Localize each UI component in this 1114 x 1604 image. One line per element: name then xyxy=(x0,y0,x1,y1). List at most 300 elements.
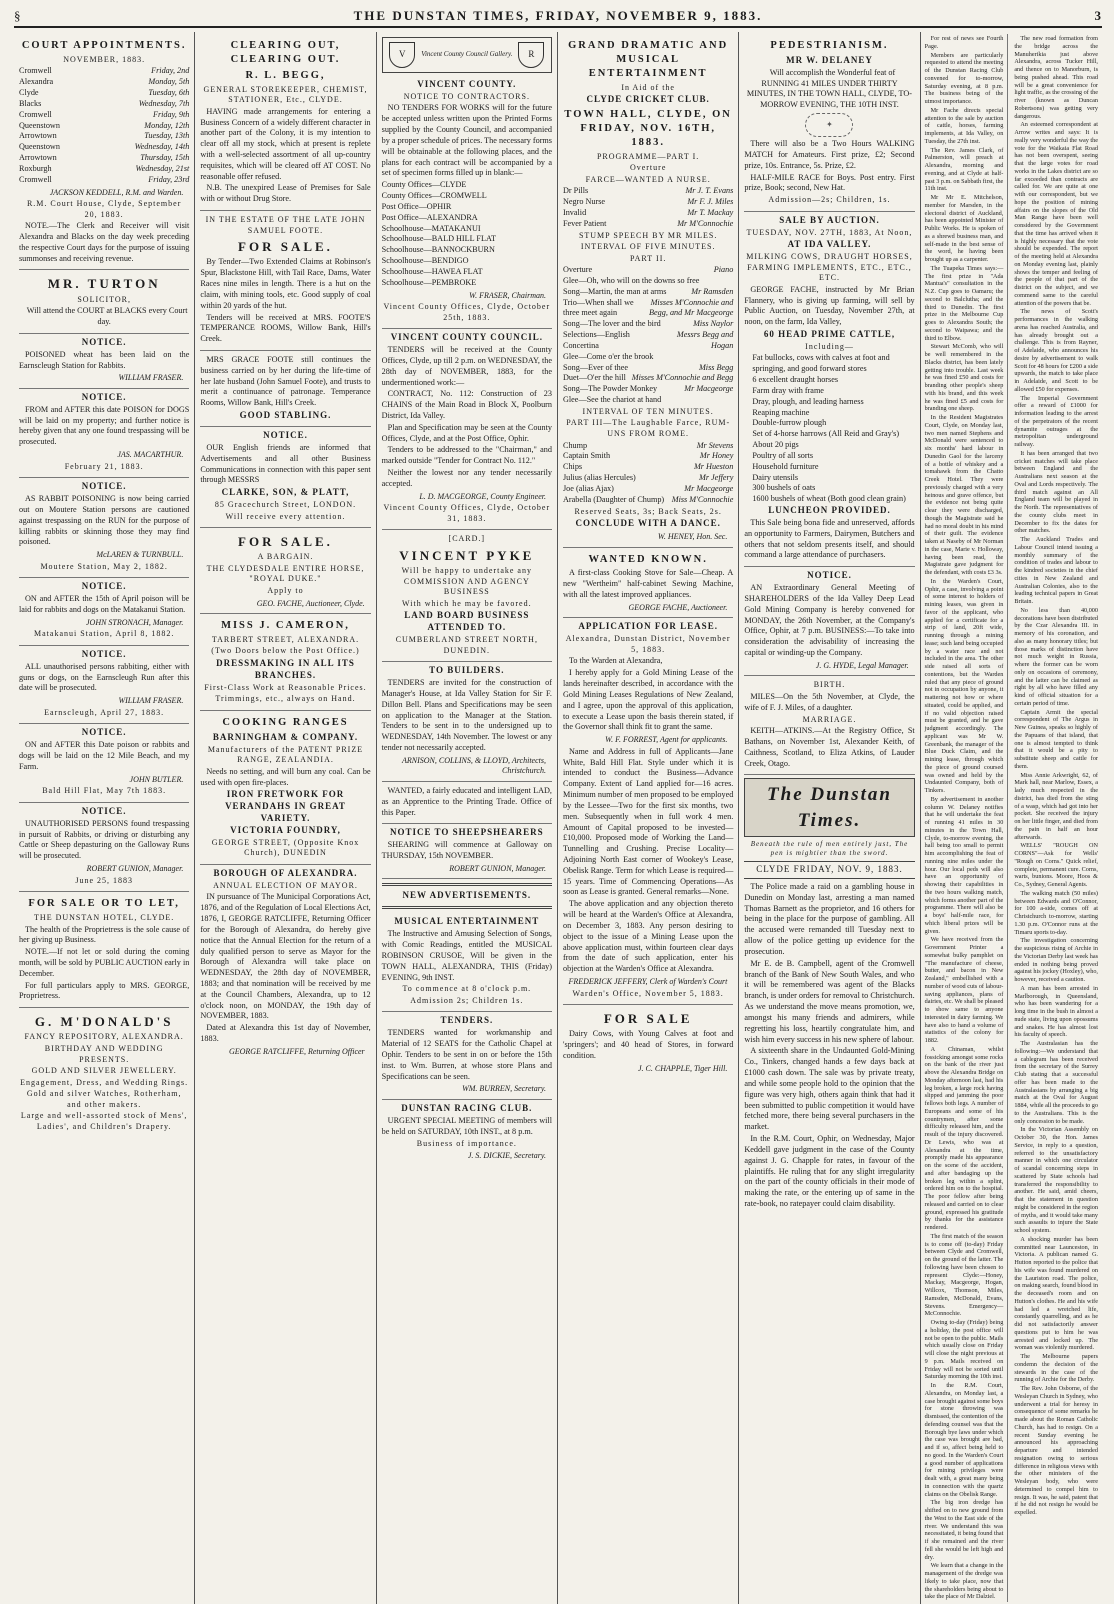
bargain-ad xyxy=(200,528,370,614)
notice-6-date: Bald Hill Flat, May 7th 1883. xyxy=(42,786,167,796)
ped-name: MR W. DELANEY xyxy=(786,54,873,65)
lease-hearing: The above application and any objection thereto will be heard at the Warden's Office at Alexandra, on December 3, 1883. Any person desiring to object to the issue of a Mining Lease upon the above application must, within fourteen clear days from the date of such application, enter his objection at the Warden's Office at Alexandra. xyxy=(562,899,734,974)
crest-right-icon: R xyxy=(518,42,544,68)
ped-admission: Admission—2s; Children, 1s. xyxy=(768,195,891,205)
list-item-label: Captain Smith xyxy=(562,451,611,461)
list-item-label: Song—The lover and the bird xyxy=(562,319,661,329)
list-item-value: Mr Ramsden xyxy=(691,286,734,296)
list-item-label: Invalid xyxy=(562,207,587,217)
forsale-body: By Tender—Two Extended Claims at Robinson's Spur, Blackstone Hill, with Tail Race, Dams, Water Races nine miles in length. There is a hut on the claim, with mining tools, etc. Good supply of coal within 20 yards of the hut. xyxy=(200,257,371,310)
sale-body: GEORGE FACHE, instructed by Mr Brian Flannery, who is giving up farming, will sell by Public Auction, on Tuesday, November 27th, at noon, on the farm, Ida Valley, xyxy=(744,284,915,327)
news-item: The first match of the season is to come off (to-day) Friday between Clyde and Cromwell, on the ground of the latter. The following have been chosen to represent Clyde:—Honey, Mackay, Macgeorge, Hogan, Willcox, Thomson, Miles, Ramsden, McDonald, Evans, Stevens. Emergency—McConnochie. xyxy=(924,1232,1004,1318)
gd-overture: Overture xyxy=(629,163,667,173)
news-item: An esteemed correspondent at Arrow writes and says: It is really very wonderful the way the vote for the Waikaia Flat Road has not been overspent, seeing that the large votes for road works in the Lakes district are so far exceeded than contracts are called for. We are quite at one with our correspondent, but we hope the position of mining affairs on the slopes of the Old Man Range have been well considered by the Government that the time has arrived when it is highly necessary that the vote should be expended. The report of the meeting held at Alexandra on Monday evening last, plainly shows the temper and feeling of the people of that part of the district on the subject, and we commend same to the careful attention of the powers that be. xyxy=(1014,121,1098,307)
list-item-label: Glee—See the chariot at hand xyxy=(562,395,662,405)
forsale-note: Tenders will be received at MRS. FOOTE'S TEMPERANCE ROOMS, Willow Bank, Hill's Creek. xyxy=(200,312,371,344)
list-item-label: Arrowtown xyxy=(19,131,57,141)
list-item-label: Duet—O'er the hill xyxy=(562,373,626,383)
list-item-label: Schoolhouse—BENDIGO xyxy=(381,256,469,266)
column-2 xyxy=(195,32,376,1604)
wk-title: WANTED KNOWN. xyxy=(588,553,708,565)
vcc-plans: Plan and Specification may be seen at the County Offices, Clyde, and at the Post Office, Ophir. xyxy=(381,422,552,443)
notice-2-date: February 21, 1883. xyxy=(64,461,144,471)
news-item: The Melbourne papers condemn the decision of the stewards in the case of the running of Archie for the Derby. xyxy=(1014,1353,1098,1384)
court-sig: JACKSON KEDDELL, R.M. and Warden. xyxy=(49,187,184,197)
notice-4-body: ON and AFTER the 15th of April poison will be laid for rabbits and dogs on the Matakanui Station. xyxy=(19,594,190,614)
sale-including: Including— xyxy=(805,341,854,351)
shareholders-notice xyxy=(744,567,914,676)
begg-sub: GENERAL STOREKEEPER, CHEMIST, STATIONER, Etc., CLYDE. xyxy=(203,84,368,105)
list-item-label: Blacks xyxy=(19,98,42,108)
racing-ad xyxy=(382,1100,552,1166)
gd-cast1 xyxy=(563,186,733,229)
list-item xyxy=(19,175,189,186)
cameron-addr: (Two Doors below the Post Office.) xyxy=(211,646,360,656)
cameron-body: First-Class Work at Reasonable Prices. xyxy=(204,682,367,692)
list-item xyxy=(563,462,733,473)
fs-sig: J. C. CHAPPLE, Tiger Hill. xyxy=(637,1063,728,1073)
gd-seats: Reserved Seats, 3s; Back Seats, 2s. xyxy=(574,506,722,516)
list-item-label: Glee—Come o'er the brook xyxy=(562,351,654,361)
lease-body: I hereby apply for a Gold Mining Lease of the lands hereinafter described, in accordance with the Gold Mining Leases Regulations of New Zealand, and I agree, upon the approval of this application, to execute a Lease upon the basis therein stated, if the Governor shall think fit to grant the same. xyxy=(562,668,734,732)
list-item-label: Post Office—ALEXANDRA xyxy=(381,212,478,222)
notice-5 xyxy=(19,646,189,724)
list-item-value: Miss Begg xyxy=(698,362,734,372)
list-item xyxy=(382,202,552,213)
court-appointments xyxy=(19,34,189,270)
notice-2 xyxy=(19,389,189,478)
news-left xyxy=(925,34,1009,1602)
notice-6 xyxy=(19,724,189,802)
list-item xyxy=(752,462,914,473)
shareholders-body: AN Extraordinary General Meeting of SHAREHOLDERS of the Ida Valley Deep Lead Gold Mining Company is hereby convened for MONDAY, the 26th November, at the Company's Office, Ophir, at 7 p.m. BUSINESS:—To take into consideration the advisability of increasing the capital or winding-up the Company. xyxy=(744,583,915,658)
gd-title: GRAND DRAMATIC AND MUSICAL ENTERTAINMENT xyxy=(568,40,729,79)
list-item-label: Household furniture xyxy=(752,461,819,471)
mcdonald-sub: FANCY REPOSITORY, ALEXANDRA. xyxy=(24,1032,184,1042)
shareholders-title: NOTICE. xyxy=(807,570,852,581)
news-item: Captain Armit the special correspondent of The Argus in New Guinea, speaks so highly of the Papuans of that island, that one is almost tempted to think that it would be a pity to substitute sheep and cattle for them. xyxy=(1014,708,1098,770)
news-item: The Imperial Government offer a reward of £1000 for information leading to the arrest of the perpetrators of the recent dynamite outrages at the metropolitan underground railway. xyxy=(1014,394,1098,448)
gd-club: CLYDE CRICKET CLUB. xyxy=(586,94,710,105)
news-item: A Chinaman, whilst fossicking amongst some rocks on the bank of the river just above the Alexandra Bridge on Monday afternoon last, had his leg broken, a large rock having slipped and jamming the poor fellows both legs. A number of Europeans and some of his countrymen, after some difficulty released him, and the result of the injury discovered. Dr Lewis, who was at Alexandra at the time, promptly made his appearance on the scene of the accident, and after bandaging up the broken leg within a splint, ordered him on to the hospital. The poor fellow after being released and carried on to clear ground, expressed his gratitude by thanks for the assistance rendered. xyxy=(924,1045,1004,1231)
cooking-firm: BARNINGHAM & COMPANY. xyxy=(212,731,359,742)
list-item xyxy=(563,330,733,352)
list-item-value: Wednesday, 14th xyxy=(134,142,190,152)
news-item: Members are particularly requested to attend the meeting of the Dunstan Racing Club convened for to-morrow, Saturday evening, at 8 p.m. The business being of the utmost importance. xyxy=(924,51,1004,105)
list-item-label: Arabella (Daughter of Chump) xyxy=(562,494,665,504)
masthead-mark: § xyxy=(14,8,22,23)
list-item-value: Mr Honey xyxy=(699,451,734,461)
vcc-ad xyxy=(382,329,552,530)
mcdonald-line-1: BIRTHDAY AND WEDDING PRESENTS. xyxy=(44,1044,164,1064)
pyke-title: VINCENT PYKE xyxy=(399,547,535,563)
list-item xyxy=(752,473,914,484)
court-title: COURT APPOINTMENTS. xyxy=(21,40,187,51)
pyke-sub: With which he may be favored. xyxy=(402,598,532,608)
vc-sig: W. FRASER, Chairman. xyxy=(469,290,546,300)
news-item: The Tuapeka Times says:—The first prize in "Ada Mantua's" consultation in the N.Z. Cup goes to Oamaru; the second to Balclutha; and the third to Dunedin. The first prize in the Melbourne Cup goes to Alexandra South; the second to Waipawa; and the third to Elbow. xyxy=(924,264,1004,342)
hotel-title: FOR SALE OR TO LET, xyxy=(28,898,180,910)
list-item xyxy=(752,494,914,505)
notice-4-title: NOTICE. xyxy=(81,581,127,592)
list-item-value: Monday, 12th xyxy=(144,120,190,130)
borough-ad xyxy=(200,865,370,1062)
list-item-label: Queenstown xyxy=(19,142,60,152)
list-item xyxy=(752,451,914,462)
pyke-land: LAND BOARD BUSINESS ATTENDED TO. xyxy=(404,610,530,633)
notice-2-body: FROM and AFTER this date POISON for DOGS will be laid on my property; and further notice is hereby given that any one found trespassing will be prosecuted. xyxy=(19,404,190,447)
list-item xyxy=(752,353,914,375)
hotel-ad xyxy=(19,892,189,1008)
clarke-note: Will receive every attention. xyxy=(225,511,346,521)
list-item-label: Song—Martin, the man at arms xyxy=(562,286,667,296)
notice-4-date: Matakanui Station, April 8, 1882. xyxy=(34,629,175,639)
news-item: In the Warden's Court, Ophir, a case, involving a point of some interest to holders of mining leases, was given in favor of the applicant, who applied for a certificate for a strip of land, 20ft wide, running through a mining lease; such land being occupied by a water race and not included in the area. The other side raised all sorts of contentions, but the Warden ruled that any piece of ground not in occupation by anyone, it mattering not how or where situated, could be applied, and if no valid objection raised must be granted, and he gave judgment accordingly. The applicant was Mr W. Greenbank, the manager of the Blue Duck Claim, and the mining lease, through which the piece of ground coursed was owned and held by the Undaunted Company, both of Tinkers. xyxy=(924,577,1004,794)
list-item-value: Friday, 9th xyxy=(152,109,190,119)
list-item-label: Song—Ever of thee xyxy=(562,362,629,372)
ped-race: HALF-MILE RACE for Boys. Post entry. First prize, Book; second, New Hat. xyxy=(744,172,915,193)
list-item xyxy=(563,473,733,484)
list-item-value: Wednesday, 21st xyxy=(135,163,190,173)
notice-1-title: NOTICE. xyxy=(81,336,127,347)
notice-6-title: NOTICE. xyxy=(81,727,127,738)
stabling: GOOD STABLING. xyxy=(239,410,332,421)
news-item: Mr Mr E. Mitchelson, member for Marsden, in the electoral district of Auckland, has been appointed Minister of Public Works. He is spoken of as a shrewd business man, and self-made in the best sense of the word, he having been brought up as a carpenter. xyxy=(924,194,1004,263)
borough-title: BOROUGH OF ALEXANDRA. xyxy=(213,867,358,878)
list-item-label: Glee—Oh, who will on the downs so free xyxy=(562,276,700,285)
list-item xyxy=(563,384,733,395)
turton-sub: SOLICITOR, xyxy=(77,294,131,304)
list-item-label: County Offices—CROMWELL xyxy=(381,191,487,201)
sheep-ad xyxy=(382,824,552,879)
list-item xyxy=(752,386,914,397)
vcc-sig: L. D. MACGEORGE, County Engineer. xyxy=(419,491,546,501)
ink-stamp-icon: ✦ xyxy=(805,113,853,137)
builders-ad xyxy=(382,662,552,782)
vc-sub: NOTICE TO CONTRACTORS. xyxy=(403,91,530,101)
wanted-lad-body: WANTED, a fairly educated and intelligent LAD, as an Apprentice to the Printing Trade. Office of this Paper. xyxy=(381,785,552,817)
column-5 xyxy=(739,32,920,1604)
marriage-body: KEITH—ATKINS.—At the Registry Office, St Bathans, on November 1st, Alexander Keith, of Caithness, Scotland, to Eliza Atkins, of Lauder Creek, Otago. xyxy=(744,726,915,768)
gd-farce: FARCE—WANTED A NURSE. xyxy=(585,174,711,184)
racing-body: URGENT SPECIAL MEETING of members will be held on SATURDAY, 10th INST., at 8 p.m. xyxy=(381,1115,552,1136)
list-item-label: 1600 bushels of wheat (Both good clean grain) xyxy=(752,494,906,504)
forsale-title: FOR SALE. xyxy=(238,239,333,255)
tenders-body: TENDERS wanted for workmanship and Material of 12 SEATS for the Catholic Chapel at Ophir. Tenders to be sent in on or before the 15th inst. to Wm. Burren, at whose store Plans and Specifications can be seen. xyxy=(381,1028,552,1081)
list-item-label: Julius (alias Hercules) xyxy=(562,473,636,483)
lease-office: Warden's Office, November 5, 1883. xyxy=(572,988,724,998)
wanted-lad-ad xyxy=(382,782,552,824)
list-item xyxy=(563,208,733,219)
list-item-label: Roxburgh xyxy=(19,163,52,173)
list-item-label: Dray, plough, and leading harness xyxy=(752,396,864,406)
list-item xyxy=(563,298,733,320)
list-item-value: Tuesday, 13th xyxy=(144,131,190,141)
notice-4-sig: JOHN STRONACH, Manager. xyxy=(85,617,184,627)
news-item: In the R.M. Court, Alexandra, on Monday last, a case brought against some boys for stone throwing was dismissed, the contention of the defending counsel was that the Borough bye laws under which the case was brought are bad, and if so, affect being held to no good. In the Warden's Court a good number of applications for mining privileges were dealt with, a great many being in connection with the quartz claims on the Obelisk Range. xyxy=(924,1382,1004,1498)
vincent-county-ad xyxy=(382,76,552,329)
list-item xyxy=(382,180,552,191)
gd-items2 xyxy=(563,265,733,406)
list-item xyxy=(382,191,552,202)
notice-6-sig: JOHN BUTLER. xyxy=(129,774,184,784)
list-item-label: Arrowtown xyxy=(19,153,57,163)
vcc-note: Neither the lowest nor any tender necessarily accepted. xyxy=(381,468,552,488)
notice-4 xyxy=(19,578,189,646)
list-item xyxy=(19,131,189,142)
list-item-label: Post Office—OPHIR xyxy=(381,201,452,211)
turton-body: Will attend the COURT at BLACKS every Court day. xyxy=(26,306,188,326)
news-item: By advertisement in another column W. Delaney notifies that he will undertake the feat of running 41 miles in 30 minutes in the Town Hall, Clyde, to-morrow evening, the hall being too small to permit him accomplishing the feat of running nine miles under the hour. Our local peds will also have an opportunity of showing their capabilities in the two hours walking match, which forms another part of the programme. There will also be a boys' half-mile race, for which liberal prizes will be given. xyxy=(924,795,1004,935)
list-item xyxy=(563,219,733,230)
list-item-label: Schoolhouse—MATAKANUI xyxy=(381,223,481,233)
list-item-value: Friday, 2nd xyxy=(151,66,190,76)
list-item xyxy=(563,319,733,330)
column-4 xyxy=(558,32,739,1604)
news-item: The Rev. John Osborne, of the Wesleyan Church in Sydney, who underwent a trial for heresy in consequence of some remarks he made about the Roman Catholic Church, has had to resign. On a recent Sunday evening he announced his approaching departure and intended resignation owing to serious difference in religious views with the other ministers of the Wesleyan body, who were determined to compel him to resign. It was, he said, patent that if he did not resign he would be expelled. xyxy=(1014,1385,1098,1516)
list-item-label: Double-furrow plough xyxy=(752,418,827,428)
list-item xyxy=(563,441,733,452)
lease-to: To the Warden at Alexandra, xyxy=(568,656,663,666)
list-item xyxy=(19,66,189,77)
cameron-ad xyxy=(200,614,370,711)
sheep-body: SHEARING will commence at Galloway on THURSDAY, 15th NOVEMBER. xyxy=(381,840,552,861)
court-list xyxy=(19,66,189,185)
hotel-name: THE DUNSTAN HOTEL, CLYDE. xyxy=(34,912,175,922)
borough-sig: GEORGE RATCLIFFE, Returning Officer xyxy=(228,1046,365,1056)
list-item-value: Thursday, 15th xyxy=(140,153,190,163)
lease-place: Alexandra, Dunstan District, November 5, 1883. xyxy=(565,634,731,654)
news-item: Miss Annie Arkwright, 62, of Mark hall, near Marlow, Essex, a lady much respected in the district, has died from the sting of a wasp, which had got into her pocket. She received the injury on her little finger, and died from the pain in half an hour afterwards. xyxy=(1014,771,1098,841)
editorial-dateline: CLYDE FRIDAY, NOV. 9, 1883. xyxy=(744,861,914,879)
ped-body: Will accomplish the Wonderful feat of RUNNING 41 MILES UNDER THIRTY MINUTES, IN THE TOWN HALL, CLYDE, TO-MORROW EVENING, THE 10TH INST. xyxy=(746,67,913,110)
mcdonald-ad xyxy=(19,1008,189,1137)
pyke-body: Will be happy to undertake any COMMISSION AND AGENCY BUSINESS xyxy=(401,566,532,597)
list-item-value: Miss M'Connochie xyxy=(671,494,734,504)
columns xyxy=(14,32,1102,1601)
list-item-label: Song—The Powder Monkey xyxy=(562,384,658,394)
news-item: Owing to-day (Friday) being a holiday, the post office will not be open to the public. Mails which usually close on Friday will close the night previous at 9 p.m. Mails received on Friday will not be sorted until Saturday morning the 10th inst. xyxy=(924,1319,1004,1381)
news-item: No less than 40,000 decorations have been distributed by the Czar Alexandra III. in memory of his coronation, and also as many honorary titles; but those marks of distinction have not much weight in Russia, where the former can be worn only on occasions of ceremony, and the latter can be claimed as right by all who have filled any kind of official situation for a certain period of time. xyxy=(1014,606,1098,707)
news-item: Mr Fache directs special attention to the sale by auction of cattle, horses, farming implements, at Ida Valley, on Tuesday, the 27th inst. xyxy=(924,106,1004,145)
bargain-body: THE CLYDESDALE ENTIRE HORSE, "ROYAL DUKE." xyxy=(206,563,365,584)
mcdonald-line-3: Engagement, Dress, and Wedding Rings. xyxy=(20,1077,189,1087)
fs-title: FOR SALE xyxy=(603,1011,693,1027)
list-item xyxy=(19,99,189,110)
begg-name: R. L. BEGG, xyxy=(245,69,326,81)
bargain-apply: Apply to xyxy=(267,585,304,595)
clarke-name: CLARKE, SON, & PLATT, xyxy=(221,487,350,498)
vc-date: Vincent County Offices, Clyde, October 25th, 1883. xyxy=(383,302,551,322)
cameron-title: MISS J. CAMERON, xyxy=(221,620,350,632)
gd-sig: W. HENEY, Hon. Sec. xyxy=(657,531,728,541)
court-month: NOVEMBER, 1883. xyxy=(63,54,146,64)
news-item: In the Victorian Assembly on October 30, the Hon. James Service, in reply to a question, referred to the unsatisfactory manner in which one circulator of scandal concerning steps in scattered by State schools had transferred the responsibility to another. He said, amid cheers, that the statement in question might be considered in the region of myths, and it would take many such assaults to injure the State school system. xyxy=(1014,1126,1098,1234)
lease-ad xyxy=(563,618,733,1005)
list-item-label: Schoolhouse—BALD HILL FLAT xyxy=(381,234,496,244)
news-item: WELLS' "ROUGH ON CORNS"—Ask for Wells' "Rough on Corns." Quick relief, complete, permanent cure. Corns, warts, bunions. Moore, Hoos & Co., Sydney, General Agents. xyxy=(1014,842,1098,888)
news-item: The Australasian has the following:—We understand that a cablegram has been received from the secretary of the Surrey Club stating that a successful offer has been made to the Australasians by arranging a big match at the Oval for August 1884, while all the proceeds to go to the Australians. This is the only concession to be made. xyxy=(1014,1040,1098,1125)
list-item-value: Mr Hueston xyxy=(693,462,734,472)
news-item: For rest of news see Fourth Page. xyxy=(924,35,1004,50)
notice-3-date: Moutere Station, May 2, 1882. xyxy=(40,561,168,571)
iron-title: IRON FRETWORK FOR VERANDAHS IN GREAT VARIETY. xyxy=(225,789,346,824)
paper-nameplate: The Dunstan Times. xyxy=(744,778,914,836)
list-item-value: Mr T. Mackay xyxy=(687,207,734,217)
list-item-label: Schoolhouse—BANNOCKBURN xyxy=(381,245,495,255)
builders-body: TENDERS are invited for the construction of Manager's House, at Ida Valley Station for Sir F. Dillon Bell. Plans and Specifications may be seen on application to the Manager at the Station. Tenders to be sent in to the undersigned up to WEDNESDAY, 14th November. The lowest or any tender not necessarily accepted. xyxy=(381,678,552,752)
column-3 xyxy=(377,32,558,1604)
gd-dance: CONCLUDE WITH A DANCE. xyxy=(575,518,721,529)
fs-body: Dairy Cows, with Young Calves at foot and 'springers'; and 40 head of Stores, in forward condition. xyxy=(562,1029,734,1061)
begg-ad xyxy=(200,34,370,211)
vcc-contract: CONTRACT, No. 112: Construction of 23 CHAINS of the Main Road in Block X, Poolburn District, Ida Valley. xyxy=(381,389,552,420)
news-item: The walking match (50 miles) between Edwards and O'Connor, for 100 a-side, comes off at Christchurch to-morrow, starting 1.30 p.m. O'Connor runs at the Timaru sports to-day. xyxy=(1014,889,1098,936)
musical-body: The Instructive and Amusing Selection of Songs, with Comic Readings, entitled the MUSICAL ROBINSON CRUSOE, Will be given in the TOWN HALL, ALEXANDRA, THIS (Friday) EVENING, 9th INST. xyxy=(381,929,552,982)
auction-ad xyxy=(744,212,914,567)
list-item-value: Mr F. J. Miles xyxy=(687,197,734,207)
gd-prog1: PROGRAMME—PART I. xyxy=(596,151,700,161)
cooking-body: Manufacturers of the PATENT PRIZE RANGE, ZEALANDIA. xyxy=(207,744,364,765)
gd-part3: PART III—The Laughable Farce, RUM-UNS FROM ROME. xyxy=(566,418,731,439)
wk-body: A first-class Cooking Stove for Sale—Cheap. A new "Wertheim" half-cabinet Sewing Machine, with all the latest improved appliances. xyxy=(562,568,734,600)
list-item xyxy=(752,429,914,440)
grand-dramatic-ad xyxy=(563,34,733,548)
tenders-sig: WM. BURREN, Secretary. xyxy=(462,1084,546,1094)
shareholders-sig: J. G. HYDE, Legal Manager. xyxy=(815,660,909,670)
notice-1-body: POISONED wheat has been laid on the Earnscleugh Station for Rabbits. xyxy=(19,349,190,370)
hotel-contact: For full particulars apply to MRS. GEORGE, Proprietress. xyxy=(19,980,190,1001)
list-item xyxy=(563,186,733,197)
musical-price: Admission 2s; Children 1s. xyxy=(410,995,524,1005)
news-item: The Auckland Trades and Labour Council intend issuing a monthly summary of the condition of trades and labour to the kindred societies in the chief cities in New Zealand and Australian Colonies, also to the leading technical papers in Great Britain. xyxy=(1014,536,1098,605)
notice-3-body: AS RABBIT POISONING is now being carried out on Moutere Station persons are cautioned against trespassing on the RUN for the purpose of killing rabbits or skinning those they may find poisoned. xyxy=(19,494,190,547)
news-item: Stewart McComb, who will be well remembered in the Blacks district, has been lately getting into trouble. Last week he was fined £50 and costs for branding other people's sheep with his brand, and this week he was fined £5 and costs for branding one sheep. xyxy=(924,343,1004,413)
list-item xyxy=(563,395,733,406)
sale-note: This Sale being bona fide and unreserved, affords an opportunity to Farmers, Dairymen, Butchers and others that not seldom presents itself, and should command a large attendance of purchasers. xyxy=(744,517,915,560)
sale-place: AT IDA VALLEY. xyxy=(787,239,872,250)
divider xyxy=(382,906,552,909)
list-item-label: Fat bullocks, cows with calves at foot and springing, and good forward stores xyxy=(752,353,890,374)
gd-part2: PART II. xyxy=(629,253,667,263)
list-item-label: 300 bushels of oats xyxy=(752,483,816,493)
racing-title: DUNSTAN RACING CLUB. xyxy=(401,1103,533,1114)
list-item-label: Clyde xyxy=(19,88,39,98)
list-item-value: Mr Jeffery xyxy=(699,473,734,483)
gd-cast3 xyxy=(563,441,733,506)
list-item xyxy=(752,440,914,451)
list-item xyxy=(382,256,552,267)
list-item-value: Piano xyxy=(713,265,734,275)
racing-sig: J. S. DICKIE, Secretary. xyxy=(467,1151,546,1161)
list-item-label: Overture xyxy=(562,265,593,275)
court-note: NOTE.—The Clerk and Receiver will visit Alexandra and Blacks on the day week preceding the respective Court days for the purpose of issuing summonses and receiving revenue. xyxy=(19,221,190,263)
sale-cattle: 60 HEAD PRIME CATTLE, xyxy=(763,328,896,339)
list-item xyxy=(752,408,914,419)
news-item: We learn that a change in the management of the dredge was likely to take place, now that the shareholders being about to take the place of Mr Dalziel. xyxy=(924,1562,1004,1601)
mcdonald-title: G. M'DONALD'S xyxy=(34,1014,174,1030)
gd-interval2: INTERVAL OF TEN MINUTES. xyxy=(582,406,714,416)
masthead xyxy=(14,6,1102,28)
list-item xyxy=(563,373,733,384)
musical-time: To commence at 8 o'clock p.m. xyxy=(402,984,532,994)
cooking-note: Needs no setting, and will burn any coal. Can be used with open fire-places. xyxy=(200,766,371,787)
notice-2-title: NOTICE. xyxy=(81,391,127,402)
vcc-date: Vincent County Offices, Clyde, October 31, 1883. xyxy=(383,503,551,523)
list-item-label: County Offices—CLYDE xyxy=(381,180,467,190)
list-item-label: Dr Pills xyxy=(562,186,589,196)
ped-title: PEDESTRIANISM. xyxy=(770,40,889,51)
list-item-value: Misses M'Connochie and Begg xyxy=(631,373,734,383)
estate-title: IN THE ESTATE OF THE LATE JOHN SAMUEL FOOTE. xyxy=(205,215,366,235)
clarke-addr: 85 Gracechurch Street, LONDON. xyxy=(214,500,357,510)
list-item-value: Tuesday, 6th xyxy=(148,88,190,98)
news-item: A man has been arrested in Marlborough, in Queensland, who has been wandering for a long time in the bush in almost a nude state, living upon opossums and snakes. He has almost lost his faculty of speech. xyxy=(1014,984,1098,1039)
list-item-label: Selections—English Concertina xyxy=(562,330,630,350)
notice-7-title: NOTICE. xyxy=(81,805,127,816)
notice-1-sig: WILLIAM FRASER. xyxy=(118,373,184,383)
new-ads-heading: NEW ADVERTISEMENTS. xyxy=(402,890,532,901)
pyke-card: [CARD.] xyxy=(448,534,486,544)
gd-stump: STUMP SPEECH BY MR MILES. xyxy=(578,230,718,240)
list-item-label: Schoolhouse—HAWEA FLAT xyxy=(381,266,483,276)
news-item: It has been arranged that two cricket matches will take place between England and the Australians next season at the Oval and Lords respectively. The third match against an All England team will be played in the North. The representatives of the county clubs meet in December to fix the dates for other matches. xyxy=(1014,449,1098,535)
list-item xyxy=(563,197,733,208)
list-item-label: Cromwell xyxy=(19,109,52,119)
lease-clerk: FREDERICK JEFFERY, Clerk of Warden's Court xyxy=(568,977,728,987)
list-item-label: Farm dray with frame xyxy=(752,385,824,395)
notice-7-body: UNAUTHORISED PERSONS found trespassing in pursuit of Rabbits, or driving or disturbing any Cattle or Sheep depasturing on the Galloway Runs will be prosecuted. xyxy=(19,818,190,861)
list-item-label: About 20 pigs xyxy=(752,440,799,450)
notice-5-body: ALL unauthorised persons rabbiting, either with guns or dogs, on the Earnscleugh Run after this date will be prosecuted. xyxy=(19,661,190,693)
notice-3-sig: McLAREN & TURNBULL. xyxy=(96,550,184,560)
list-item-value: Miss Naylor xyxy=(693,319,734,329)
notice-7-sig: ROBERT GUNION, Manager. xyxy=(86,864,184,874)
cooking-title: COOKING RANGES xyxy=(222,716,349,728)
list-item xyxy=(563,265,733,276)
foundry-sub: GEORGE STREET, (Opposite Knox Church), DUNEDIN xyxy=(211,837,360,858)
list-item xyxy=(563,276,733,287)
list-item xyxy=(563,484,733,495)
gd-aid: In Aid of the xyxy=(621,82,675,92)
turton-ad xyxy=(19,270,189,333)
list-item xyxy=(752,397,914,408)
list-item xyxy=(19,110,189,121)
vc-title: VINCENT COUNTY. xyxy=(417,79,517,89)
news-item: The investigation concerning the suspicious rising of Archie in the Victorian Derby last week has ended in nothing being proved against his jockey (Hoxley), who, however, received a caution. xyxy=(1014,937,1098,983)
list-item-value: Mr Stevens xyxy=(696,440,734,450)
list-item xyxy=(382,224,552,235)
list-item-label: Fever Patient xyxy=(562,218,607,228)
borough-body: IN pursuance of The Municipal Corporations Act, 1876, and of the Regulation of Local Elections Act, 1876, I, GEORGE RATCLIFFE, Returning Officer for the Borough of Alexandra, do hereby give notice that the Annual Election for the return of a duly qualified person to serve as Mayor for the Borough of Alexandra will take place on WEDNESDAY, the 28th day of NOVEMBER, 1883; and that nomination will be received by me at the Council Chambers, Alexandra, up to 12 o'clock noon, on MONDAY, the 19th day of NOVEMBER, 1883. xyxy=(200,892,371,1021)
list-item xyxy=(752,418,914,429)
list-item-label: Joe (alias Ajax) xyxy=(562,483,614,493)
council-banner xyxy=(382,37,552,73)
list-item xyxy=(382,245,552,256)
english-notice xyxy=(200,427,370,528)
cooking-ad xyxy=(200,711,370,865)
english-notice-title: NOTICE. xyxy=(263,430,308,441)
masthead-title: THE DUNSTAN TIMES, FRIDAY, NOVEMBER 9, 1883. xyxy=(353,8,763,23)
notice-5-title: NOTICE. xyxy=(81,648,127,659)
list-item-label: Chump xyxy=(562,440,588,450)
list-item xyxy=(563,363,733,374)
turton-title: MR. TURTON xyxy=(47,276,161,292)
page-number: 3 xyxy=(1094,8,1102,23)
list-item-value: Wednesday, 7th xyxy=(138,98,190,108)
list-item xyxy=(19,121,189,132)
list-item-label: Poultry of all sorts xyxy=(752,450,814,460)
